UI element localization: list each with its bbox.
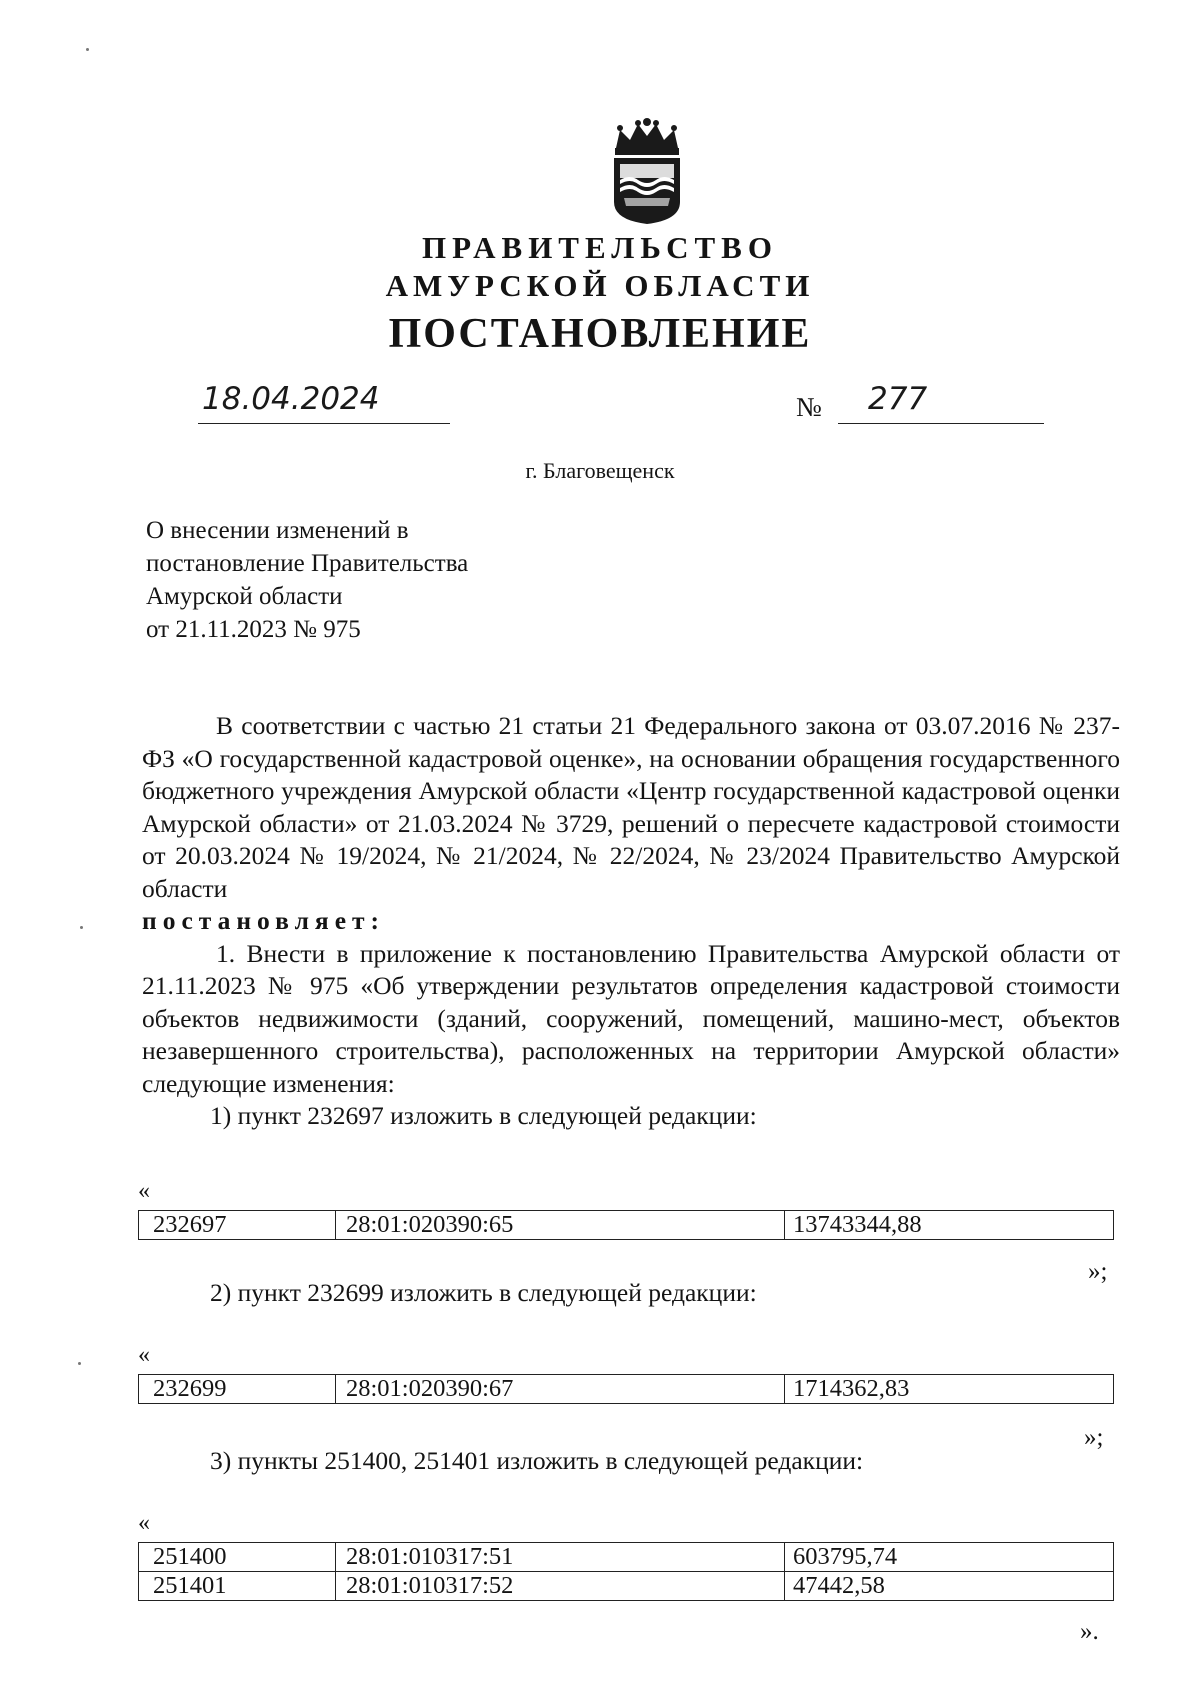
table-row [139,1211,1114,1240]
cadastral-value-cell: 13743344,88 [785,1211,1114,1240]
opening-quote: « [138,1342,150,1368]
body-text [142,710,1120,1133]
cadastral-number-cell: 28:01:010317:52 [336,1572,785,1601]
closing-quote: ». [1080,1618,1099,1645]
date-field [198,381,450,424]
scan-speck [78,1362,81,1365]
item-3-heading: 3) пункты 251400, 251401 изложить в следующей редакции: [210,1446,864,1475]
opening-quote: « [138,1510,150,1536]
number-label: № [796,392,822,422]
clause-1-paragraph: 1. Внести в приложение к постановлению Правительства Амурской области от 21.11.2023 № 975 «Об утверждении результатов определения кадастровой стоимости объектов недвижимости (зданий, сооружений, помещений, машино-мест, объектов незавершенного строительства), расположенных на территории Амурской области» следующие изменения: [142,938,1120,1098]
cadastral-table [138,1210,1114,1240]
subject-block [146,514,468,646]
cadastral-number-cell: 28:01:010317:51 [336,1543,785,1572]
subject-line: О внесении изменений в [146,517,409,544]
preamble-paragraph: В соответствии с частью 21 статьи 21 Федерального закона от 03.07.2016 № 237-ФЗ «О государственной кадастровой оценке», на основании обращения государственного бюджетного учреждения Амурской области «Центр государственной кадастровой оценки Амурской области» от 21.03.2024 № 3729, решений о пересчете кадастровой стоимости от 20.03.2024 № 19/2024, № 21/2024, № 22/2024, № 23/2024 Правительство Амурской области [142,711,1120,903]
item-id-cell: 251400 [139,1543,336,1572]
cadastral-value-cell: 603795,74 [785,1543,1114,1572]
org-name-line1: ПРАВИТЕЛЬСТВО [422,230,778,265]
table-row [139,1572,1114,1601]
item-id-cell: 251401 [139,1572,336,1601]
handwritten-date: 18.04.2024 [202,381,380,417]
scan-speck [80,926,83,929]
table-row [139,1375,1114,1404]
closing-quote: »; [1084,1424,1104,1451]
closing-quote: »; [1088,1258,1108,1285]
handwritten-number: 277 [868,381,928,417]
item-1-heading: 1) пункт 232697 изложить в следующей редакции: [210,1101,757,1130]
document-type-title: ПОСТАНОВЛЕНИЕ [388,311,812,357]
opening-quote: « [138,1178,150,1204]
item-id-cell: 232699 [139,1375,336,1404]
scan-speck [86,48,89,51]
table-row [139,1543,1114,1572]
cadastral-number-cell: 28:01:020390:67 [336,1375,785,1404]
number-field [838,381,1044,424]
city-line: г. Благовещенск [525,458,675,483]
coat-of-arms-icon [606,118,688,226]
decree-word: постановляет: [142,906,386,935]
subject-line: постановление Правительства [146,550,469,577]
cadastral-table [138,1542,1114,1601]
subject-line: Амурской области [146,583,343,610]
cadastral-number-cell: 28:01:020390:65 [336,1211,785,1240]
cadastral-value-cell: 1714362,83 [785,1375,1114,1404]
cadastral-value-cell: 47442,58 [785,1572,1114,1601]
item-2-heading: 2) пункт 232699 изложить в следующей редакции: [210,1278,757,1307]
cadastral-table [138,1374,1114,1404]
subject-line: от 21.11.2023 № 975 [146,616,361,643]
item-id-cell: 232697 [139,1211,336,1240]
org-name-line2: АМУРСКОЙ ОБЛАСТИ [385,268,815,303]
